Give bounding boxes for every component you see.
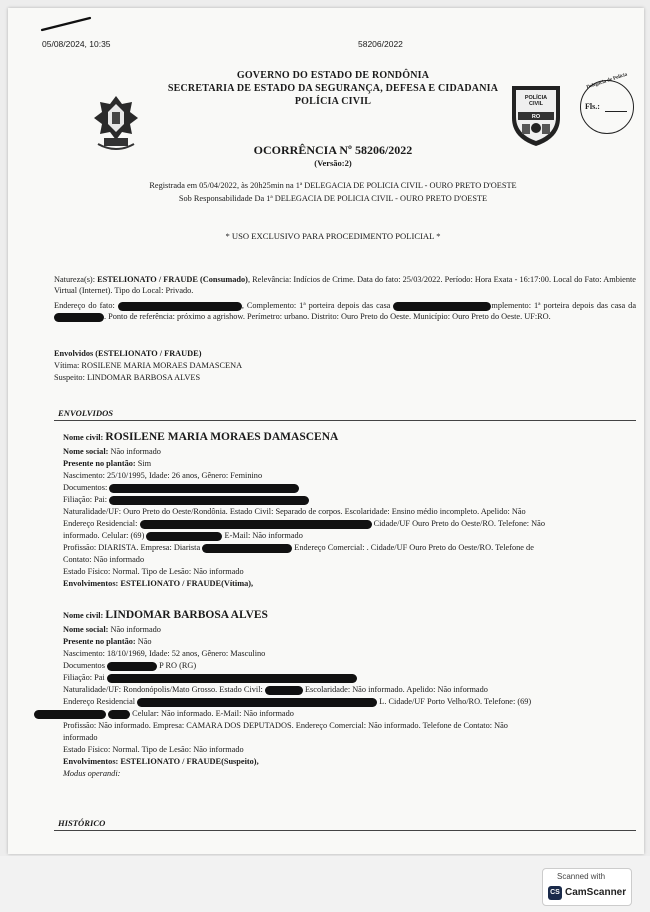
person2-social-line	[63, 624, 638, 635]
person2-social-label: Nome social:	[63, 625, 109, 634]
person1-state: Estado Físico: Normal. Tipo de Lesão: Não informado	[63, 567, 244, 576]
camscanner-watermark	[542, 868, 632, 906]
stamp-fls-label: Fls.:	[585, 102, 600, 111]
nature-paragraph	[54, 274, 636, 296]
gov-line-1: GOVERNO DO ESTADO DE RONDÔNIA	[236, 70, 430, 81]
occurrence-title: OCORRÊNCIA Nº 58206/2022	[253, 143, 413, 157]
person1-address-line-2	[63, 530, 638, 541]
section-rule	[54, 420, 636, 421]
gov-line-3: POLÍCIA CIVIL	[294, 96, 372, 107]
person1-social: Não informado	[110, 447, 161, 456]
person1-address-label: Endereço Residencial:	[63, 519, 138, 528]
person1-social-line	[63, 446, 638, 457]
redaction-bar	[265, 686, 303, 695]
person1-name-label: Nome civil:	[63, 433, 104, 442]
person2-documents-type: P RO (RG)	[159, 661, 197, 670]
redaction-bar	[54, 313, 104, 322]
redaction-bar	[202, 544, 292, 553]
person2-present-label: Presente no plantão:	[63, 637, 136, 646]
redaction-bar	[137, 698, 377, 707]
responsibility-line: Sob Responsabilidade Da 1ª DELEGACIA DE POLICIA CIVIL - OURO PRETO D'OESTE	[178, 194, 488, 203]
badge-top-text: POLÍCIA CIVIL	[524, 95, 548, 107]
person2-naturality: Naturalidade/UF: Rondonópolis/Mato Grosso. Estado Civil:	[63, 685, 263, 694]
page-number-stamp	[580, 72, 634, 134]
person1-social-label: Nome social:	[63, 447, 109, 456]
person2-documents-line	[63, 660, 638, 671]
exclusive-use-notice: * USO EXCLUSIVO PARA PROCEDIMENTO POLICIAL *	[225, 231, 441, 241]
fact-address-paragraph	[54, 300, 636, 322]
person2-filiation-label: Filiação: Pai	[63, 673, 105, 682]
scanned-with-text: Scanned with	[557, 872, 606, 881]
person2-filiation-line	[63, 672, 638, 683]
print-doc-id: 58206/2022	[358, 39, 403, 49]
person1-birth: Nascimento: 25/10/1995, Idade: 26 anos, Gênero: Feminino	[63, 471, 263, 480]
nature-value: ESTELIONATO / FRAUDE (Consumado)	[97, 275, 248, 284]
redaction-bar	[109, 484, 299, 493]
person2-involvement: ESTELIONATO / FRAUDE(Suspeito),	[120, 757, 259, 766]
person1-involvement-line	[63, 578, 638, 589]
fact-address-reference: . Ponto de referência: próximo a agrishow. Perímetro: urbano. Distrito: Ouro Preto do Oeste. Município: Ouro Preto do Oeste. UF:RO.	[104, 312, 551, 322]
redaction-bar	[108, 710, 130, 719]
person2-present: Não	[137, 637, 152, 646]
person1-filiation-label: Filiação: Pai:	[63, 495, 108, 504]
person1-present: Sim	[137, 459, 152, 468]
nature-details: , Relevância: Indícios de Crime. Data do fato: 25/03/2022. Período: Hora Exata - 16:17:00. Local do Fato: Ambiente Virtual (Internet). Tipo do Local: Privado.	[54, 275, 636, 296]
section-history-title: HISTÓRICO	[58, 818, 106, 828]
fact-address-complement: , Complemento: 1ª porteira depois das casa	[241, 301, 391, 310]
pen-mark-icon	[38, 14, 98, 34]
person2-social: Não informado	[110, 625, 161, 634]
person1-documents-line	[63, 482, 638, 493]
person1-commercial-address: Endereço Comercial: . Cidade/UF Ouro Preto do Oeste/RO. Telefone de	[294, 543, 534, 552]
person1-naturality: Naturalidade/UF: Ouro Preto do Oeste/Rondônia. Estado Civil: Separado de corpos. Escolaridade: Ensino médio incompleto. Apelido: Não	[63, 507, 526, 516]
redaction-bar	[118, 302, 242, 311]
policia-civil-badge	[508, 82, 564, 148]
person1-present-label: Presente no plantão:	[63, 459, 136, 468]
person2-address-city: L. Cidade/UF Porto Velho/RO. Telefone: (69)	[379, 697, 532, 706]
person2-birth: Nascimento: 18/10/1969, Idade: 52 anos, Gênero: Masculino	[63, 649, 266, 658]
redaction-bar	[107, 662, 157, 671]
person2-name-label: Nome civil:	[63, 611, 104, 620]
person2-naturality-line	[63, 684, 638, 695]
person2-documents-label: Documentos	[63, 661, 105, 670]
section-involved-title: ENVOLVIDOS	[58, 408, 114, 418]
occurrence-version: (Versão:2)	[314, 158, 352, 168]
person1-address-line-1	[63, 518, 638, 529]
person1-contact: Contato: Não informado	[63, 555, 145, 564]
person2-involvement-line	[63, 756, 638, 767]
badge-bottom-text: RO	[531, 114, 541, 120]
person2-address-label: Endereço Residencial	[63, 697, 136, 706]
gov-line-2: SECRETARIA DE ESTADO DA SEGURANÇA, DEFESA E CIDADANIA	[167, 83, 499, 94]
redaction-bar	[140, 520, 372, 529]
person1-filiation-line	[63, 494, 638, 505]
redaction-bar	[107, 674, 357, 683]
fact-address-house: depois das casa da	[572, 301, 637, 310]
person2-present-line	[63, 636, 638, 647]
person1-email: E-Mail: Não informado	[224, 531, 303, 540]
person1-profession-line	[63, 542, 638, 553]
person1-involvement: ESTELIONATO / FRAUDE(Vítima),	[120, 579, 254, 588]
involved-summary-heading: Envolvidos (ESTELIONATO / FRAUDE)	[54, 349, 202, 358]
registered-line: Registrada em 05/04/2022, às 20h25min na 1ª DELEGACIA DE POLICIA CIVIL - OURO PRETO D'OESTE	[149, 181, 517, 190]
print-datetime: 05/08/2024, 10:35	[42, 39, 111, 49]
redaction-bar	[34, 710, 106, 719]
person2-involvement-label: Envolvimentos:	[63, 757, 119, 766]
person1-profession: Profissão: DIARISTA. Empresa: Diarista	[63, 543, 201, 552]
person2-address-line-1	[63, 696, 638, 707]
fact-address-complement-2: mplemento: 1ª porteira	[491, 301, 570, 310]
nature-label: Natureza(s):	[54, 275, 95, 284]
person2-education: Escolaridade: Não informado. Apelido: Não informado	[304, 685, 488, 694]
person2-name: LINDOMAR BARBOSA ALVES	[105, 609, 268, 621]
person1-name: ROSILENE MARIA MORAES DAMASCENA	[105, 431, 339, 443]
person2-address-line-2	[34, 708, 609, 719]
stamp-ring-text: Delegacia de Polícia	[586, 72, 628, 91]
person2-cellphone: Celular: Não informado. E-Mail: Não informado	[132, 709, 294, 718]
redaction-bar	[393, 302, 491, 311]
person2-state: Estado Físico: Normal. Tipo de Lesão: Não informado	[63, 745, 244, 754]
person2-name-line	[63, 610, 638, 621]
redaction-bar	[109, 496, 309, 505]
fact-address-label: Endereço do fato:	[54, 301, 115, 310]
involved-summary-victim: Vítima: ROSILENE MARIA MORAES DAMASCENA	[54, 361, 243, 370]
person1-present-line	[63, 458, 638, 469]
person1-documents-label: Documentos:	[63, 483, 108, 492]
camscanner-logo-icon: CS	[548, 886, 562, 900]
section-rule	[54, 830, 636, 831]
person2-informed: informado	[63, 733, 98, 742]
person2-profession: Profissão: Não informado. Empresa: CAMARA DOS DEPUTADOS. Endereço Comercial: Não informado. Telefone de Contato: Não	[63, 721, 508, 730]
document-page	[8, 8, 644, 854]
involved-summary-suspect: Suspeito: LINDOMAR BARBOSA ALVES	[54, 373, 201, 382]
person1-involvement-label: Envolvimentos:	[63, 579, 119, 588]
person2-modus-operandi: Modus operandi:	[63, 769, 121, 778]
camscanner-brand: CamScanner	[565, 887, 627, 898]
redaction-bar	[146, 532, 222, 541]
person1-name-line	[63, 432, 638, 443]
person1-address-city: Cidade/UF Ouro Preto do Oeste/RO. Telefone: Não	[373, 519, 545, 528]
person1-cellphone-label: informado. Celular: (69)	[63, 531, 145, 540]
